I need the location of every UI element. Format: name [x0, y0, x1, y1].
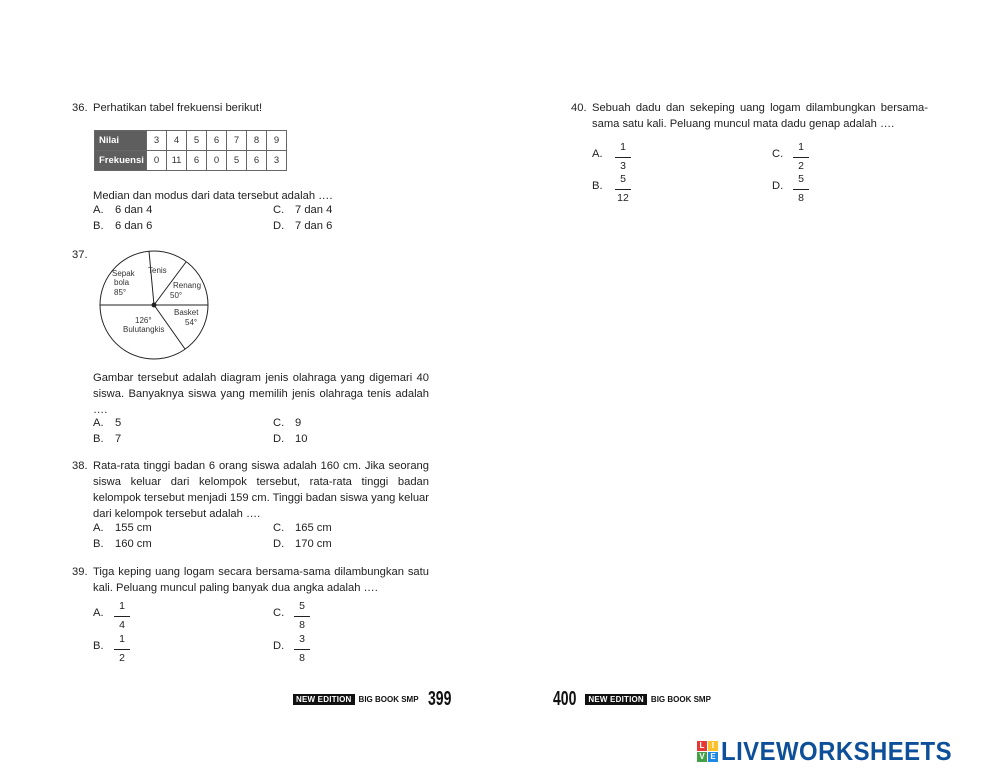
numerator: 1 [620, 141, 626, 153]
option-letter: C. [273, 607, 285, 619]
table-cell: 5 [187, 131, 207, 151]
table-cell: 8 [247, 131, 267, 151]
numerator: 1 [119, 600, 125, 612]
fraction [292, 633, 312, 665]
option-letter: B. [93, 433, 104, 445]
numerator: 1 [119, 633, 125, 645]
question-number: 39. [72, 566, 88, 578]
table-cell: 9 [267, 131, 287, 151]
option-letter: A. [93, 204, 104, 216]
option-letter: D. [273, 220, 285, 232]
page-footer-left [293, 688, 456, 711]
question-text: Rata-rata tinggi badan 6 orang siswa adalah 160 cm. Jika seorang siswa keluar dari kelompok tersebut, rata-rata tinggi badan kelompok tersebut menjadi 159 cm. Tinggi badan siswa yang keluar dari kelompok tersebut adalah …. [93, 460, 429, 520]
pie-label: 50° [170, 291, 183, 300]
denominator: 8 [798, 192, 804, 204]
question-prompt: Perhatikan tabel frekuensi berikut! [93, 102, 263, 114]
option-letter: C. [772, 148, 784, 160]
option-c[interactable] [273, 522, 332, 534]
option-text: 5 [115, 417, 122, 429]
option-text: 9 [295, 417, 302, 429]
option-letter: D. [273, 433, 285, 445]
question-text: Median dan modus dari data tersebut adalah …. [93, 190, 333, 202]
option-text: 155 cm [115, 522, 152, 534]
numerator: 3 [299, 633, 305, 645]
pie-label: 85° [114, 288, 127, 297]
option-letter: A. [592, 148, 603, 160]
option-letter: D. [273, 640, 285, 652]
pie-diagram [98, 250, 210, 362]
option-a[interactable] [93, 417, 122, 429]
edition-badge: NEW EDITION [585, 694, 647, 705]
option-text: 6 dan 6 [115, 220, 153, 232]
pie-label: 126° [135, 316, 152, 325]
pie-label: 54° [185, 318, 198, 327]
denominator: 8 [299, 652, 305, 664]
question-number: 36. [72, 102, 88, 114]
option-b[interactable] [93, 640, 104, 652]
table-cell: 3 [147, 131, 167, 151]
table-cell: 3 [267, 151, 287, 171]
logo-blocks-icon: L I V E [697, 741, 718, 762]
option-d[interactable] [273, 220, 333, 232]
pie-label: Basket [174, 308, 199, 317]
table-cell: 0 [147, 151, 167, 171]
question-text: Tiga keping uang logam secara bersama-sama dilambungkan satu kali. Peluang muncul paling banyak dua angka adalah …. [93, 566, 429, 594]
fraction [112, 633, 132, 665]
page-footer-right [548, 688, 711, 711]
option-b[interactable] [592, 180, 603, 192]
table-cell: 6 [187, 151, 207, 171]
liveworksheets-logo[interactable] [697, 736, 972, 767]
option-letter: C. [273, 522, 285, 534]
option-letter: D. [273, 538, 285, 550]
table-row [95, 151, 287, 171]
option-c[interactable] [273, 607, 284, 619]
fraction [112, 600, 132, 632]
numerator: 5 [798, 173, 804, 185]
book-title: BIG BOOK SMP [650, 695, 711, 704]
pie-label: bola [114, 278, 130, 287]
question-number: 40. [571, 102, 587, 114]
option-letter: B. [93, 640, 104, 652]
option-text: 7 dan 4 [295, 204, 333, 216]
edition-badge: NEW EDITION [293, 694, 355, 705]
table-cell: 7 [227, 131, 247, 151]
option-letter: B. [592, 180, 603, 192]
option-letter: B. [93, 220, 104, 232]
question-number: 37. [72, 249, 88, 261]
question-text: Sebuah dadu dan sekeping uang logam dilambungkan bersama-sama satu kali. Peluang muncul mata dadu genap adalah …. [592, 102, 928, 130]
fraction [613, 173, 633, 205]
option-letter: D. [772, 180, 784, 192]
pie-center [152, 303, 157, 308]
denominator: 4 [119, 619, 125, 631]
table-cell: 6 [207, 131, 227, 151]
option-text: 10 [295, 433, 308, 445]
option-letter: C. [273, 204, 285, 216]
question-number: 38. [72, 460, 88, 472]
option-letter: B. [93, 538, 104, 550]
option-d[interactable] [273, 640, 284, 652]
option-a[interactable] [93, 607, 104, 619]
table-header: Frekuensi [95, 151, 147, 171]
numerator: 1 [798, 141, 804, 153]
option-b[interactable] [93, 433, 122, 445]
question-text: Gambar tersebut adalah diagram jenis olahraga yang digemari 40 siswa. Banyaknya siswa yang memilih jenis olahraga tenis adalah …. [93, 372, 429, 416]
question-36 [72, 100, 432, 116]
option-text: 7 dan 6 [295, 220, 333, 232]
numerator: 5 [299, 600, 305, 612]
denominator: 3 [620, 160, 626, 172]
page-number: 400 [553, 688, 577, 710]
fraction [613, 141, 633, 173]
denominator: 2 [798, 160, 804, 172]
table-cell: 4 [167, 131, 187, 151]
fraction [791, 173, 811, 205]
option-text: 165 cm [295, 522, 332, 534]
option-b[interactable] [93, 538, 152, 550]
option-c[interactable] [273, 417, 302, 429]
pie-label: Bulutangkis [123, 325, 165, 334]
option-b[interactable] [93, 220, 153, 232]
table-header: Nilai [95, 131, 147, 151]
option-a[interactable] [93, 204, 153, 216]
table-cell: 11 [167, 151, 187, 171]
fraction [292, 600, 312, 632]
table-row [95, 131, 287, 151]
option-text: 160 cm [115, 538, 152, 550]
option-d[interactable] [273, 433, 308, 445]
option-letter: A. [93, 607, 104, 619]
option-a[interactable] [93, 522, 152, 534]
denominator: 2 [119, 652, 125, 664]
numerator: 5 [620, 173, 626, 185]
option-d[interactable] [772, 180, 783, 192]
table-cell: 6 [247, 151, 267, 171]
denominator: 12 [617, 192, 629, 204]
pie-label: Tenis [148, 266, 167, 275]
logo-text: LIVEWORKSHEETS [721, 736, 953, 766]
table-cell: 0 [207, 151, 227, 171]
fraction [791, 141, 811, 173]
option-letter: A. [93, 417, 104, 429]
option-letter: A. [93, 522, 104, 534]
table-cell: 5 [227, 151, 247, 171]
option-text: 6 dan 4 [115, 204, 153, 216]
pie-divider [149, 251, 154, 305]
denominator: 8 [299, 619, 305, 631]
option-d[interactable] [273, 538, 332, 550]
page-number: 399 [427, 688, 451, 710]
option-c[interactable] [273, 204, 333, 216]
book-title: BIG BOOK SMP [358, 695, 419, 704]
frequency-table [94, 130, 287, 171]
option-a[interactable] [592, 148, 603, 160]
option-c[interactable] [772, 148, 783, 160]
option-letter: C. [273, 417, 285, 429]
option-text: 170 cm [295, 538, 332, 550]
option-text: 7 [115, 433, 122, 445]
pie-label: Sepak [112, 269, 135, 278]
pie-label: Renang [173, 281, 202, 290]
